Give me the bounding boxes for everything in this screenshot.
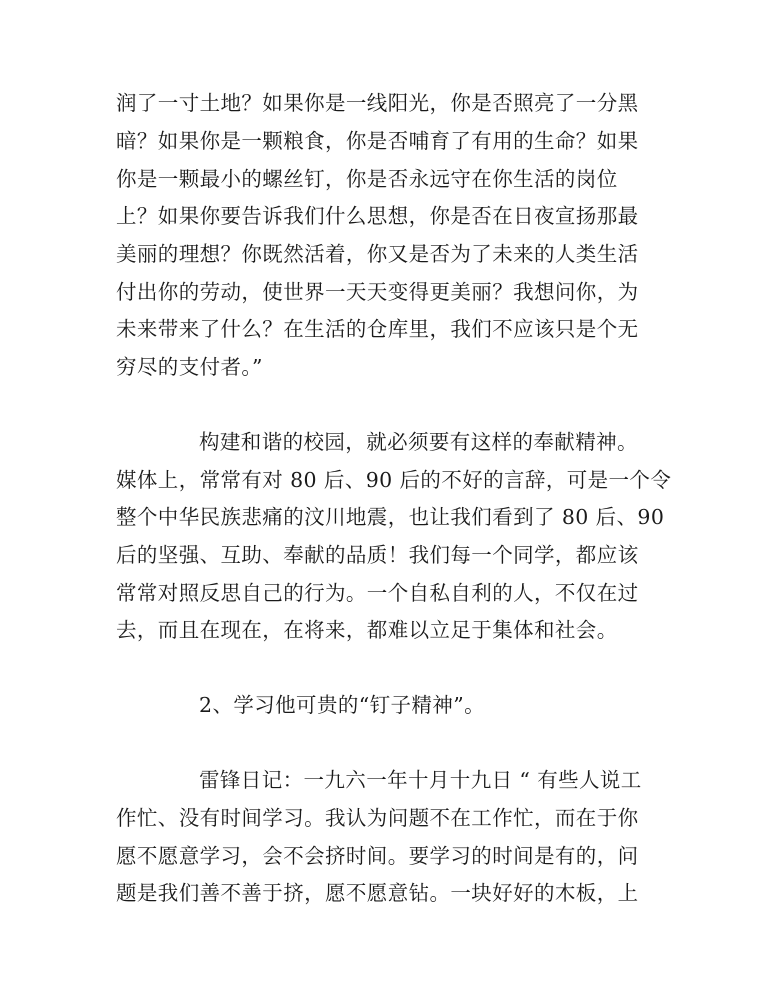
text-line: 润了一寸土地？如果你是一线阳光，你是否照亮了一分黑 — [116, 91, 639, 115]
text-line: 美丽的理想？你既然活着，你又是否为了未来的人类生活 — [116, 242, 639, 266]
text-line: 愿不愿意学习，会不会挤时间。要学习的时间是有的，问 — [116, 844, 639, 868]
text-line: 暗？如果你是一颗粮食，你是否哺育了有用的生命？如果 — [116, 129, 639, 153]
text-line: 你是一颗最小的螺丝钉，你是否永远守在你生活的岗位 — [116, 167, 618, 191]
text-line: 构建和谐的校园，就必须要有这样的奉献精神。 — [199, 430, 638, 454]
text-line: 后的坚强、互助、奉献的品质！我们每一个同学，都应该 — [116, 543, 639, 567]
heading-line: 2、学习他可贵的“钉子精神”。 — [199, 693, 486, 717]
text-line: 穷尽的支付者。” — [116, 355, 263, 379]
text-line: 整个中华民族悲痛的汶川地震，也让我们看到了 80 后、90 — [116, 505, 665, 529]
text-line: 雷锋日记：一九六一年十月十九日 “ 有些人说工 — [199, 768, 642, 792]
text-line: 未来带来了什么？在生活的仓库里，我们不应该只是个无 — [116, 317, 639, 341]
text-line: 上？如果你要告诉我们什么思想，你是否在日夜宣扬那最 — [116, 204, 639, 228]
text-line: 去，而且在现在，在将来，都难以立足于集体和社会。 — [116, 618, 618, 642]
text-line: 题是我们善不善于挤，愿不愿意钻。一块好好的木板，上 — [116, 881, 639, 905]
text-line: 常常对照反思自己的行为。一个自私自利的人，不仅在过 — [116, 581, 639, 605]
text-line: 媒体上，常常有对 80 后、90 后的不好的言辞，可是一个令 — [116, 468, 672, 492]
text-line: 作忙、没有时间学习。我认为问题不在工作忙，而在于你 — [116, 806, 639, 830]
text-line: 付出你的劳动，使世界一天天变得更美丽？我想问你，为 — [116, 280, 639, 304]
